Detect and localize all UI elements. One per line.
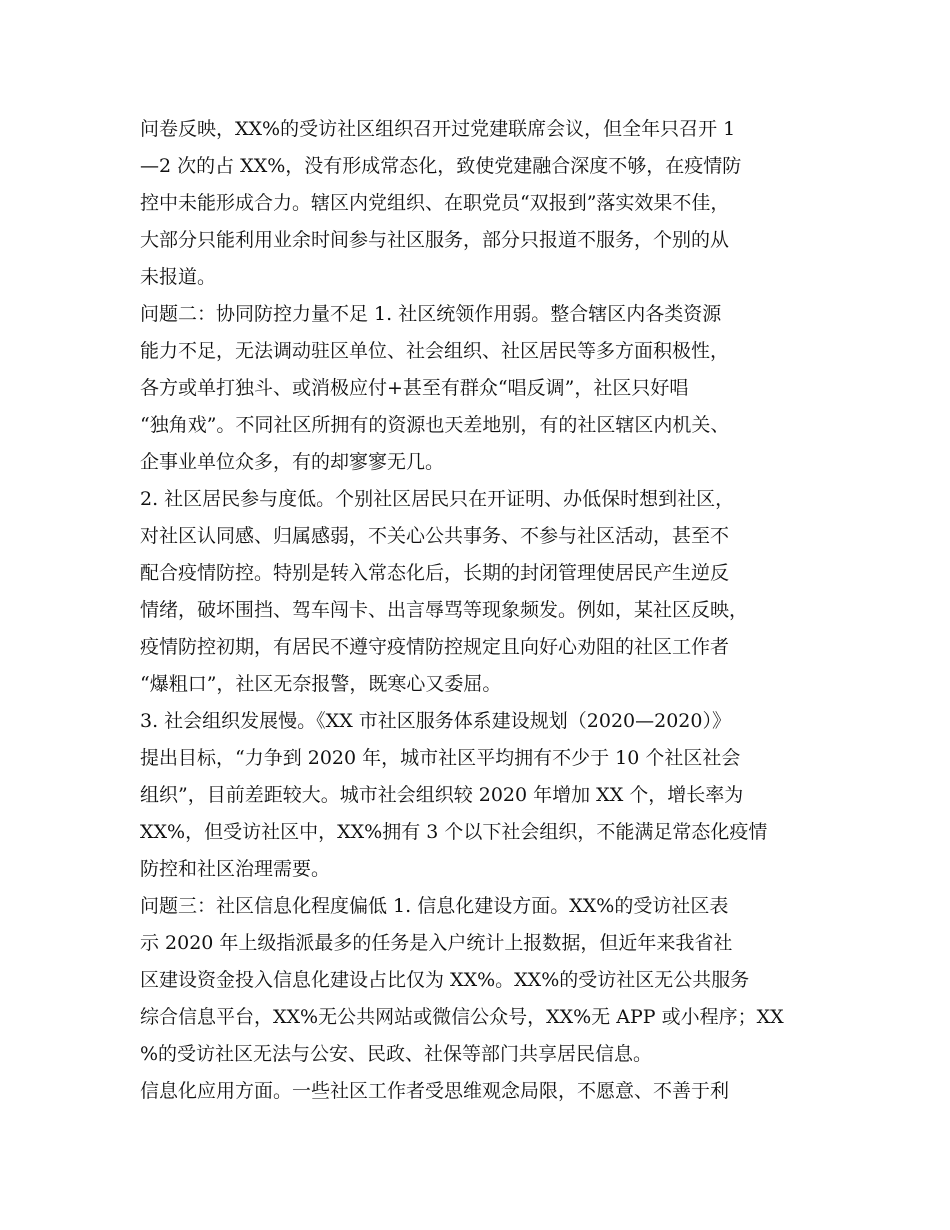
text-line: 3. 社会组织发展慢。《XX 市社区服务体系建设规划（2020—2020）》	[140, 710, 731, 732]
text-line: 综合信息平台，XX%无公共网站或微信公众号，XX%无 APP 或小程序；XX	[140, 1006, 784, 1028]
text-line: 问题三：社区信息化程度偏低 1. 信息化建设方面。XX%的受访社区表	[140, 895, 729, 917]
text-line: 2. 社区居民参与度低。个别社区居民只在开证明、办低保时想到社区，	[140, 488, 735, 510]
text-line: 问卷反映，XX%的受访社区组织召开过党建联席会议，但全年只召开 1	[140, 118, 736, 140]
text-line: 疫情防控初期，有居民不遵守疫情防控规定且向好心劝阻的社区工作者	[140, 636, 730, 658]
text-line: 控中未能形成合力。辖区内党组织、在职党员“双报到”落实效果不佳，	[140, 192, 730, 214]
text-line: 未报道。	[140, 266, 217, 288]
text-line: 大部分只能利用业余时间参与社区服务，部分只报道不服务，个别的从	[140, 229, 730, 251]
text-line: 问题二：协同防控力量不足 1. 社区统领作用弱。整合辖区内各类资源	[140, 303, 722, 325]
text-line: %的受访社区无法与公安、民政、社保等部门共享居民信息。	[140, 1043, 653, 1065]
text-line: 各方或单打独斗、或消极应付+甚至有群众“唱反调”，社区只好唱	[140, 377, 689, 399]
text-line: XX%，但受访社区中，XX%拥有 3 个以下社会组织，不能满足常态化疫情	[140, 821, 768, 843]
text-line: 情绪，破坏围挡、驾车闯卡、出言辱骂等现象频发。例如，某社区反映，	[140, 599, 749, 621]
text-line: 组织”，目前差距较大。城市社会组织较 2020 年增加 XX 个，增长率为	[140, 784, 744, 806]
text-line: 对社区认同感、归属感弱，不关心公共事务、不参与社区活动，甚至不	[140, 525, 730, 547]
text-line: “爆粗口”，社区无奈报警，既寒心又委屈。	[140, 673, 502, 695]
body-text	[140, 111, 830, 1110]
text-line: 示 2020 年上级指派最多的任务是入户统计上报数据，但近年来我省社	[140, 932, 733, 954]
text-line: 区建设资金投入信息化建设占比仅为 XX%。XX%的受访社区无公共服务	[140, 969, 750, 991]
text-line: “独角戏”。不同社区所拥有的资源也天差地别，有的社区辖区内机关、	[140, 414, 730, 436]
text-line: 信息化应用方面。一些社区工作者受思维观念局限，不愿意、不善于利	[140, 1080, 730, 1102]
text-line: 配合疫情防控。特别是转入常态化后，长期的封闭管理使居民产生逆反	[140, 562, 730, 584]
text-line: 提出目标，“力争到 2020 年，城市社区平均拥有不少于 10 个社区社会	[140, 747, 741, 769]
text-line: 防控和社区治理需要。	[140, 858, 331, 880]
text-line: 能力不足，无法调动驻区单位、社会组织、社区居民等多方面积极性，	[140, 340, 730, 362]
text-line: —2 次的占 XX%，没有形成常态化，致使党建融合深度不够，在疫情防	[140, 155, 742, 177]
text-line: 企事业单位众多，有的却寥寥无几。	[140, 451, 445, 473]
